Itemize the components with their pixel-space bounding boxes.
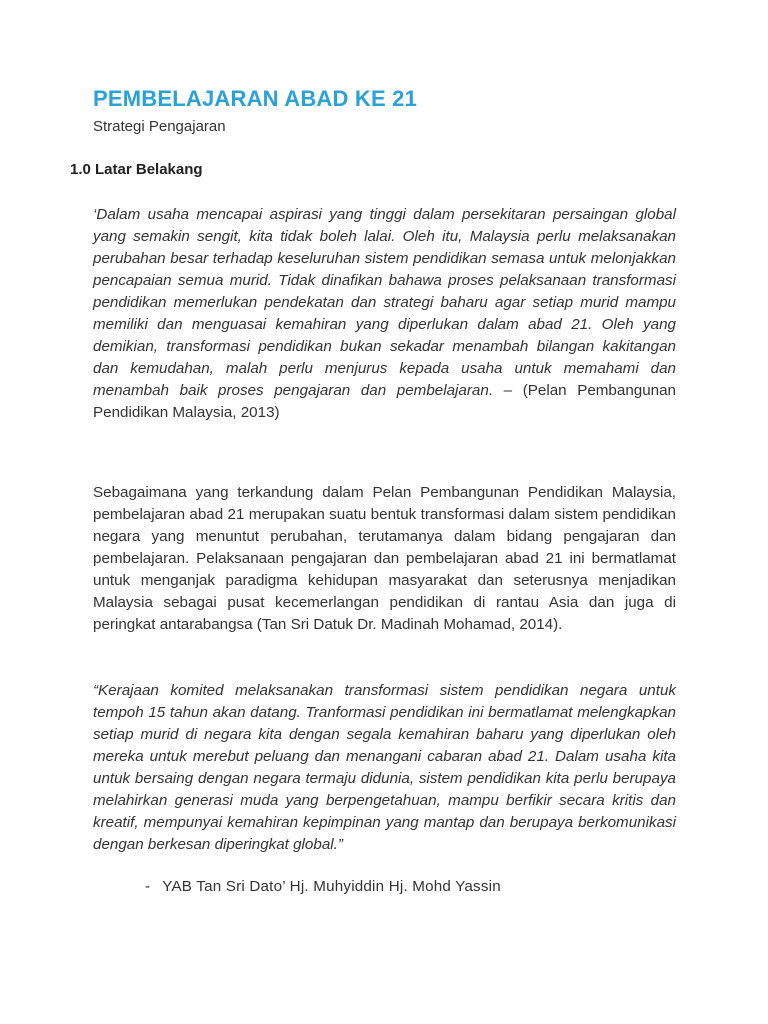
attribution-name: YAB Tan Sri Dato’ Hj. Muhyiddin Hj. Mohd Yassin	[162, 878, 501, 895]
document-subtitle: Strategi Pengajaran	[93, 118, 226, 135]
quote-attribution	[145, 878, 501, 895]
section-heading: 1.0 Latar Belakang	[70, 161, 203, 178]
paragraph-3-quote: “Kerajaan komited melaksanakan transformasi sistem pendidikan negara untuk tempoh 15 tahun akan datang. Tranformasi pendidikan ini bermatlamat melengkapkan setiap murid di negara kita dengan segala kemahiran baharu yang diperlukan oleh mereka untuk merebut peluang dan menangani cabaran abad 21. Dalam usaha kita untuk bersaing dengan negara termaju didunia, sistem pendidikan kita perlu berupaya melahirkan generasi muda yang berpengetahuan, mampu berfikir secara kritis dan kreatif, mempunyai kemahiran kepimpinan yang mantap dan berupaya berkomunikasi dengan berkesan diperingkat global.”	[93, 682, 676, 853]
document-title: PEMBELAJARAN ABAD KE 21	[93, 86, 418, 111]
paragraph-1	[93, 204, 676, 424]
attribution-dash: -	[145, 878, 151, 895]
paragraph-1-quote: ‘Dalam usaha mencapai aspirasi yang tinggi dalam persekitaran persaingan global yang semakin sengit, kita tidak boleh lalai. Oleh itu, Malaysia perlu melaksanakan perubahan besar terhadap keseluruhan sistem pendidikan semasa untuk melonjakkan pencapaian semua murid. Tidak dinafikan bahawa proses pelaksanaan transformasi pendidikan memerlukan pendekatan dan strategi baharu agar setiap murid mampu memiliki dan menguasai kemahiran yang diperlukan dalam abad 21. Oleh yang demikian, transformasi pendidikan bukan sekadar menambah bilangan kakitangan dan kemudahan, malah perlu menjurus kepada usaha untuk memahami dan menambah baik proses pengajaran dan pembelajaran.	[93, 206, 676, 399]
paragraph-2: Sebagaimana yang terkandung dalam Pelan Pembangunan Pendidikan Malaysia, pembelajaran abad 21 merupakan suatu bentuk transformasi dalam sistem pendidikan negara yang menuntut perubahan, terutamanya dalam bidang pengajaran dan pembelajaran. Pelaksanaan pengajaran dan pembelajaran abad 21 ini bermatlamat untuk menganjak paradigma kehidupan masyarakat dan seterusnya menjadikan Malaysia sebagai pusat kecemerlangan pendidikan di rantau Asia dan juga di peringkat antarabangsa (Tan Sri Datuk Dr. Madinah Mohamad, 2014).	[93, 484, 676, 633]
paragraph-1-citation: – (Pelan Pembangunan Pendidikan Malaysia, 2013)	[93, 382, 677, 421]
